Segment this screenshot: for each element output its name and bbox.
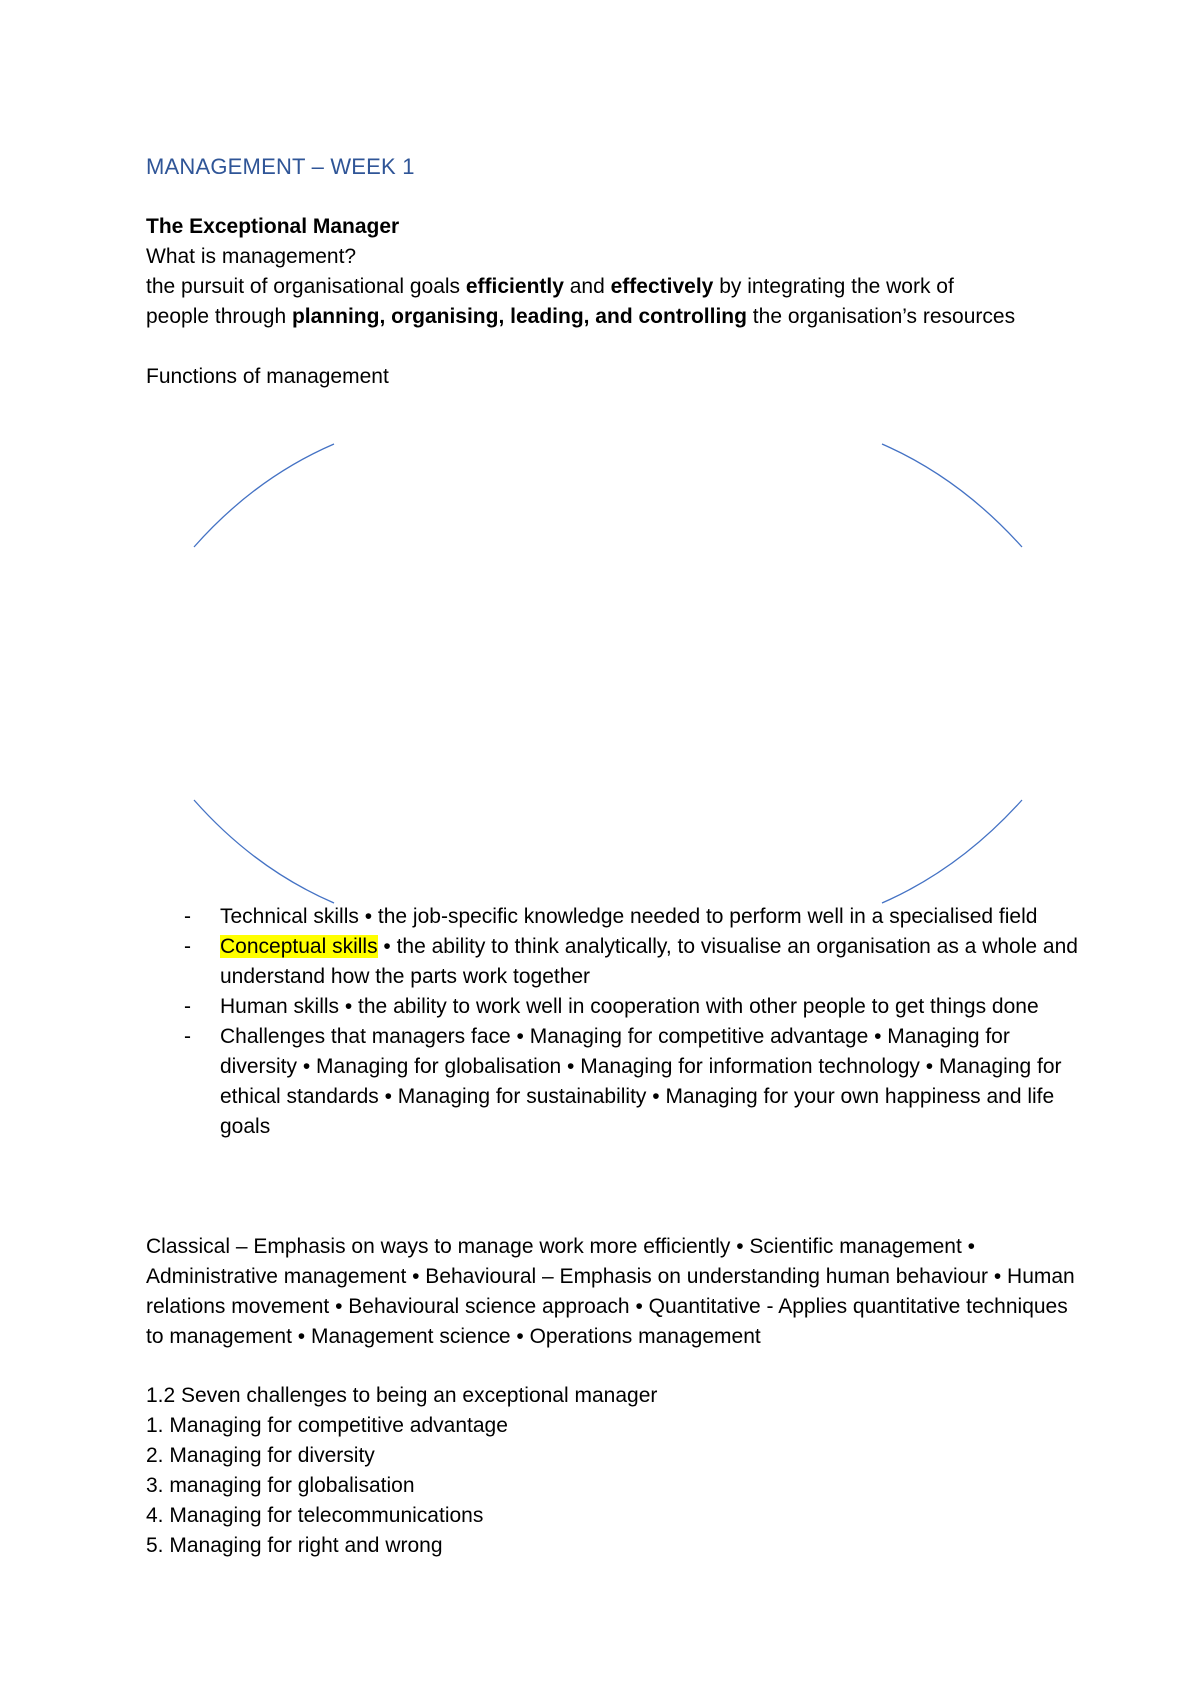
list-item: 2. Managing for diversity [146, 1444, 375, 1467]
conceptual-skills-text: • the ability to think analytically, to visualise an organisation as a whole and understand how the parts work together [220, 935, 1078, 988]
seven-challenges-section [146, 1381, 1086, 1561]
challenges-text: Challenges that managers face • Managing for competitive advantage • Managing for diversity • Managing for globalisation • Managing for information technology • Managing for ethical standards • Managing for sustainability • Managing for your own happiness and life goals [220, 1025, 1062, 1138]
page-title: MANAGEMENT – WEEK 1 [146, 154, 415, 179]
list-item [146, 932, 1086, 992]
list-bullet: - [184, 905, 191, 928]
definition-line-2: people through planning, organising, leading, and controlling the organisation’s resources [146, 305, 1016, 328]
arc-top-left [194, 444, 334, 547]
intro-section [146, 212, 1086, 332]
list-bullet: - [184, 995, 191, 1018]
arc-bottom-left [194, 800, 334, 903]
technical-skills-text: Technical skills • the job-specific knowledge needed to perform well in a specialised field [220, 905, 1038, 928]
list-item: 5. Managing for right and wrong [146, 1534, 443, 1557]
question-text: What is management? [146, 245, 357, 268]
human-skills-text: Human skills • the ability to work well in cooperation with other people to get things done [220, 995, 1039, 1018]
list-item [146, 1022, 1086, 1142]
list-item [146, 992, 1086, 1022]
list-item [146, 902, 1086, 932]
list-item: 3. managing for globalisation [146, 1474, 415, 1497]
definition-line-1: the pursuit of organisational goals efficiently and effectively by integrating the work of [146, 275, 954, 298]
list-bullet: - [184, 935, 191, 958]
skills-list [146, 902, 1086, 1142]
functions-label: Functions of management [146, 365, 389, 388]
section-heading: The Exceptional Manager [146, 215, 400, 238]
seven-challenges-heading: 1.2 Seven challenges to being an exceptional manager [146, 1384, 658, 1407]
arc-bottom-right [882, 800, 1022, 903]
list-item: 1. Managing for competitive advantage [146, 1414, 508, 1437]
list-bullet: - [184, 1025, 191, 1048]
list-item: 4. Managing for telecommunications [146, 1504, 484, 1527]
arc-top-right [882, 444, 1022, 547]
classical-paragraph: Classical – Emphasis on ways to manage work more efficiently • Scientific management • Administrative management • Behavioural – Emphasis on understanding human behaviour • Human relations movement • Behavioural science approach • Quantitative - Applies quantitative techniques to management • Management science • Operations management [146, 1235, 1075, 1348]
conceptual-skills-highlight: Conceptual skills [220, 935, 378, 958]
